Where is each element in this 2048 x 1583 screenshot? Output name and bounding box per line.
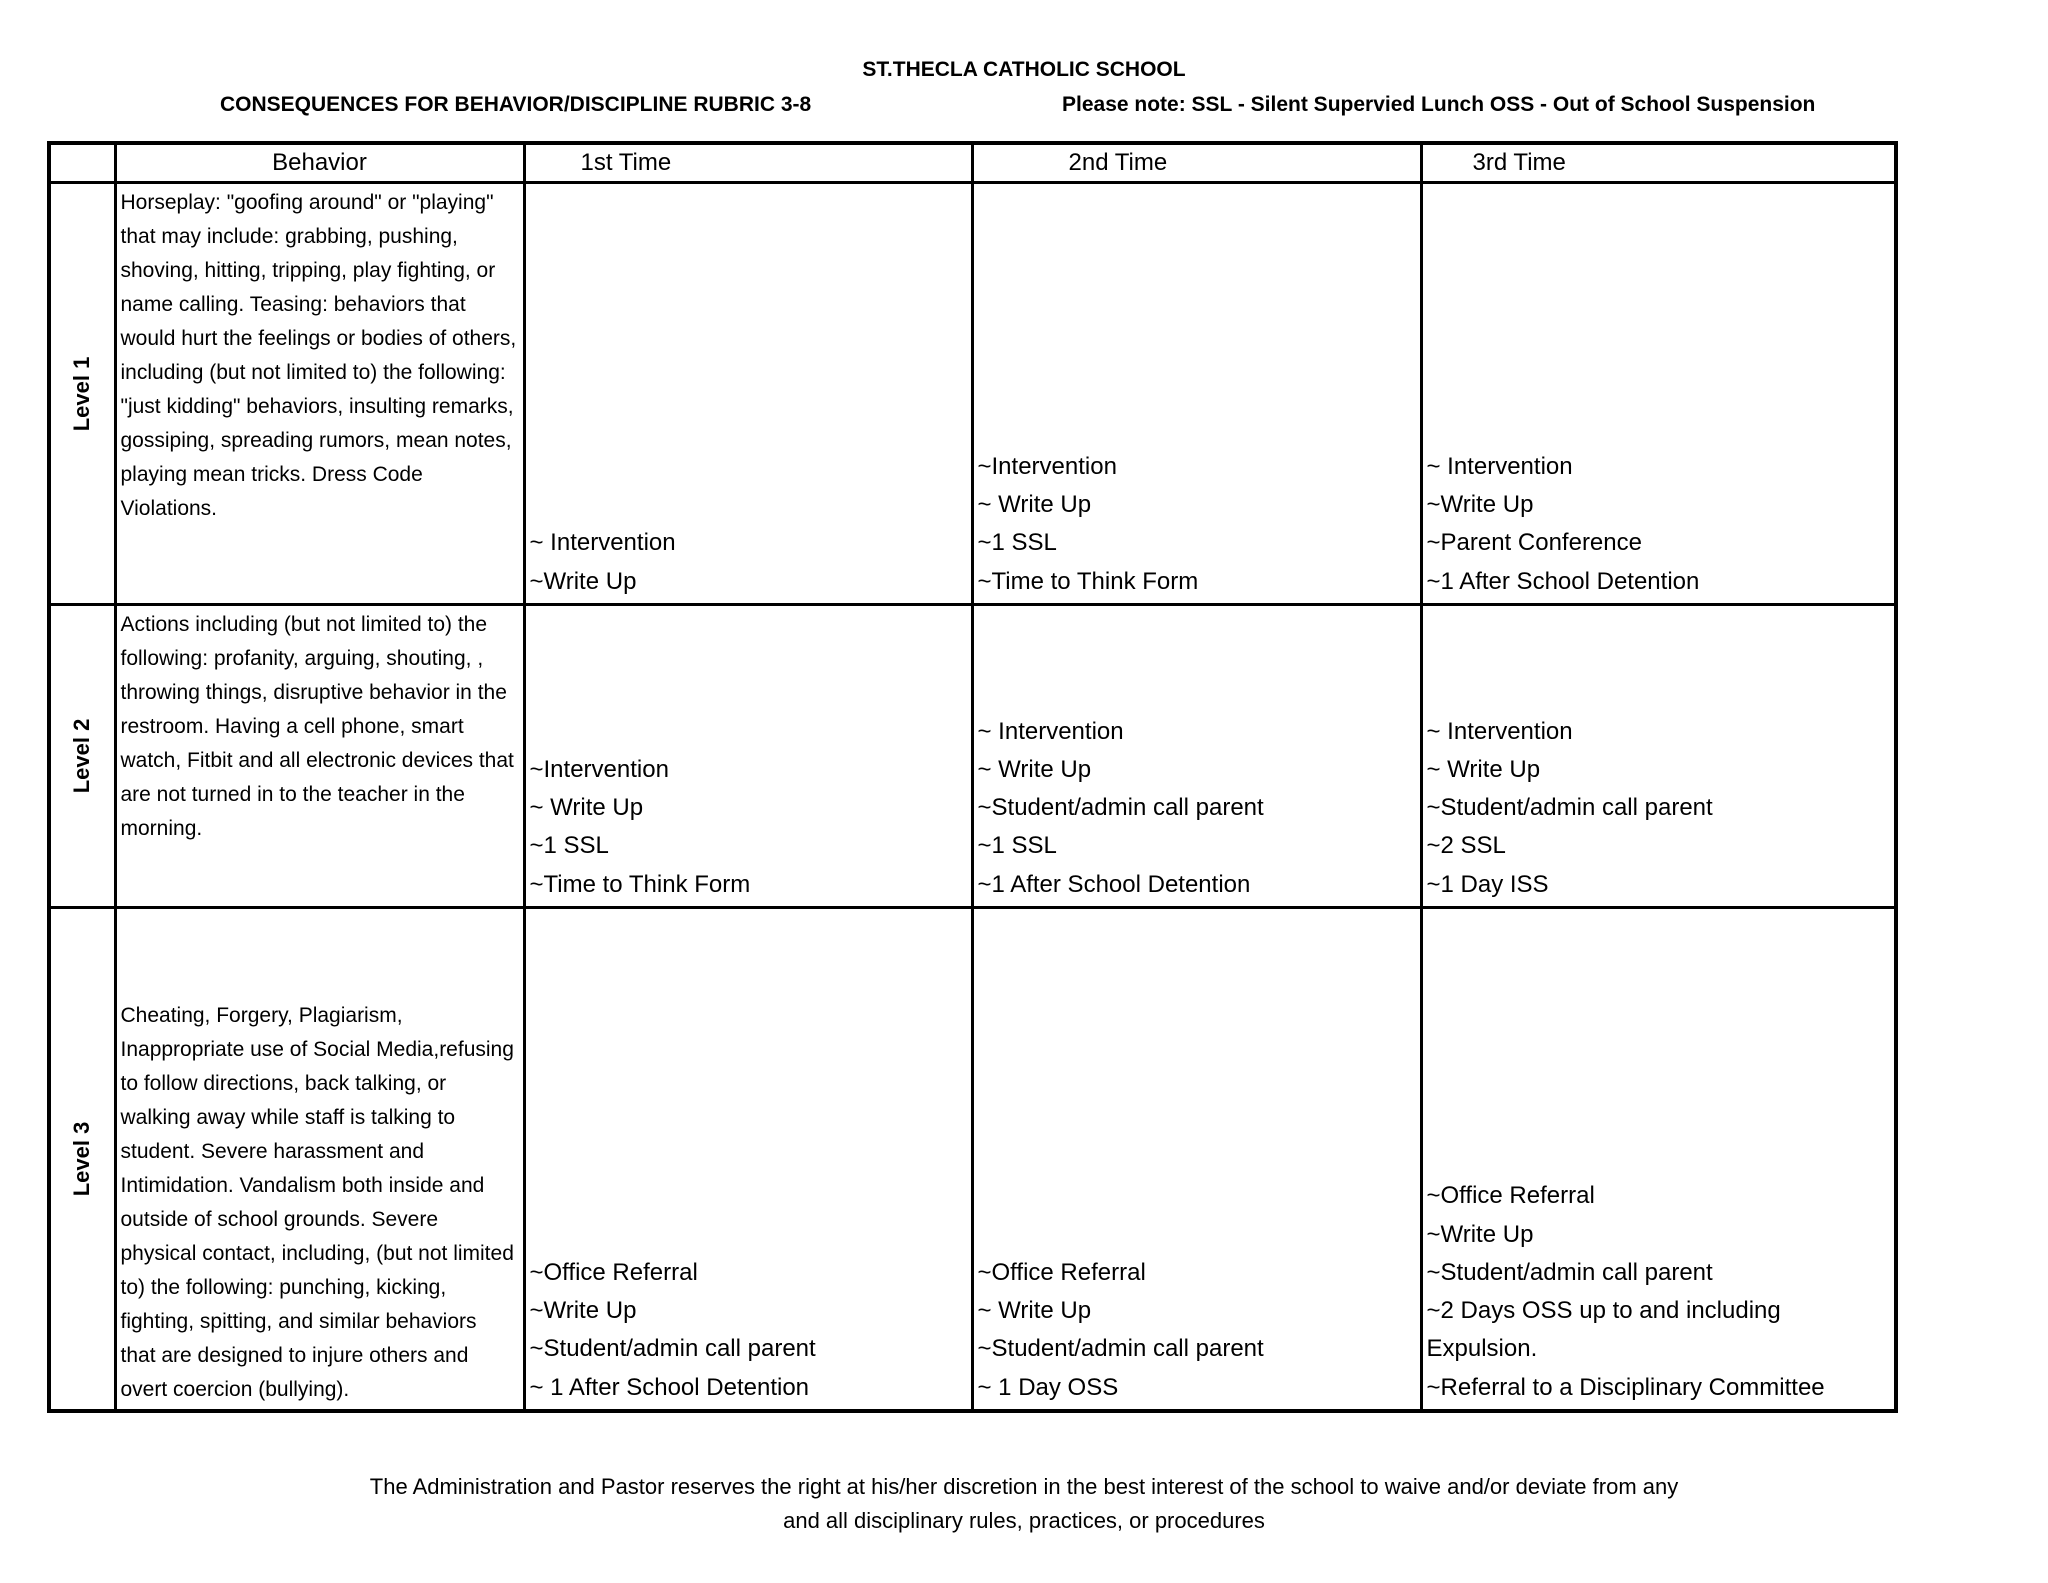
behavior-description: Cheating, Forgery, Plagiarism, Inappropriate use of Social Media,refusing to follow directions, back talking, or walking away while staff is talking to student. Severe harassment and Intimidation. Vandalism both inside and outside of school grounds. Severe physical contact, including, (but not limited to) the following: punching, kicking, fighting, spitting, and similar behaviors that are designed to injure others and overt coercion (bullying). (115, 908, 524, 1412)
behavior-description: Actions including (but not limited to) the following: profanity, arguing, shouting, , throwing things, disruptive behavior in the restroom. Having a cell phone, smart watch, Fitbit and all electronic devices that are not turned in to the teacher in the morning. (115, 605, 524, 908)
table-header-row (49, 143, 1896, 183)
behavior-description: Horseplay: "goofing around" or "playing" that may include: grabbing, pushing, shoving, hitting, tripping, play fighting, or name calling. Teasing: behaviors that would hurt the feelings or bodies of others, including (but not limited to) the following: "just kidding" behaviors, insulting remarks, gossiping, spreading rumors, mean notes, playing mean tricks. Dress Code Violations. (115, 183, 524, 605)
consequence-item: ~ Intervention (977, 717, 1124, 745)
consequence-item: ~Office Referral (977, 1258, 1146, 1286)
consequence-item: ~Referral to a Disciplinary Committee (1426, 1373, 1825, 1401)
consequence-item: ~Time to Think Form (977, 567, 1199, 595)
consequence-item: ~ Write Up (1426, 755, 1541, 783)
consequence-item: ~Intervention (977, 452, 1117, 480)
consequence-item: ~Parent Conference (1426, 529, 1642, 557)
consequence-item: ~ 1 Day OSS (977, 1373, 1119, 1401)
abbreviation-note: Please note: SSL - Silent Supervied Lunch OSS - Out of School Suspension (1062, 93, 1816, 116)
corner-cell (49, 143, 115, 183)
consequence-item: ~ Write Up (977, 755, 1092, 783)
consequences-1st-time (524, 605, 972, 908)
consequences-2nd-time (972, 183, 1421, 605)
table-row (49, 908, 1896, 1412)
consequence-item: ~1 After School Detention (977, 870, 1251, 898)
consequence-item: ~Write Up (1426, 491, 1534, 519)
consequence-item: ~ Write Up (529, 794, 644, 822)
consequence-item: ~1 SSL (977, 529, 1057, 557)
consequence-item: ~1 After School Detention (1426, 567, 1700, 595)
consequence-item: ~Write Up (529, 1297, 637, 1325)
consequence-item: ~Student/admin call parent (1426, 1258, 1713, 1286)
consequence-item: ~1 SSL (977, 832, 1057, 860)
consequence-item: ~2 Days OSS up to and including (1426, 1297, 1781, 1325)
level-cell (49, 908, 115, 1412)
column-header-2nd-time: 2nd Time (972, 143, 1421, 183)
column-header-1st-time: 1st Time (524, 143, 972, 183)
level-label: Level 2 (69, 718, 95, 794)
consequence-item: ~1 SSL (529, 832, 609, 860)
footer-line-1: The Administration and Pastor reserves the right at his/her discretion in the best interest of the school to waive and/or deviate from any (369, 1474, 1679, 1499)
consequence-item: ~Student/admin call parent (529, 1335, 816, 1363)
consequence-item: ~Time to Think Form (529, 870, 751, 898)
consequence-item: ~Student/admin call parent (1426, 794, 1713, 822)
consequence-item: ~Write Up (529, 567, 637, 595)
consequences-3rd-time (1421, 183, 1896, 605)
level-cell (49, 605, 115, 908)
consequence-item: ~ Write Up (977, 491, 1092, 519)
consequence-item: ~Intervention (529, 755, 669, 783)
consequence-item: ~2 SSL (1426, 832, 1506, 860)
consequence-item: ~Student/admin call parent (977, 1335, 1264, 1363)
consequence-item: ~Office Referral (529, 1258, 698, 1286)
consequences-2nd-time (972, 908, 1421, 1412)
consequences-1st-time (524, 183, 972, 605)
consequence-item: Expulsion. (1426, 1335, 1538, 1363)
consequence-item: ~ Intervention (529, 529, 676, 557)
consequence-item: ~Student/admin call parent (977, 794, 1264, 822)
column-header-behavior: Behavior (115, 143, 524, 183)
consequence-item: ~ Intervention (1426, 452, 1573, 480)
consequence-item: ~ Write Up (977, 1297, 1092, 1325)
consequences-2nd-time (972, 605, 1421, 908)
column-header-3rd-time: 3rd Time (1421, 143, 1896, 183)
table-row (49, 605, 1896, 908)
level-label: Level 1 (69, 356, 95, 431)
consequence-item: ~ Intervention (1426, 717, 1573, 745)
consequences-3rd-time (1421, 605, 1896, 908)
consequence-item: ~Write Up (1426, 1220, 1534, 1248)
level-label: Level 3 (69, 1121, 95, 1197)
consequence-item: ~Office Referral (1426, 1182, 1595, 1210)
rubric-title: CONSEQUENCES FOR BEHAVIOR/DISCIPLINE RUBRIC 3-8 (220, 93, 812, 116)
consequence-item: ~1 Day ISS (1426, 870, 1549, 898)
discipline-rubric-table (47, 141, 1898, 1413)
consequences-1st-time (524, 908, 972, 1412)
table-row (49, 183, 1896, 605)
school-title: ST.THECLA CATHOLIC SCHOOL (862, 58, 1186, 81)
footer-line-2: and all disciplinary rules, practices, or procedures (783, 1508, 1265, 1533)
consequences-3rd-time (1421, 908, 1896, 1412)
level-cell (49, 183, 115, 605)
footer-disclaimer (0, 1470, 2048, 1538)
consequence-item: ~ 1 After School Detention (529, 1373, 810, 1401)
